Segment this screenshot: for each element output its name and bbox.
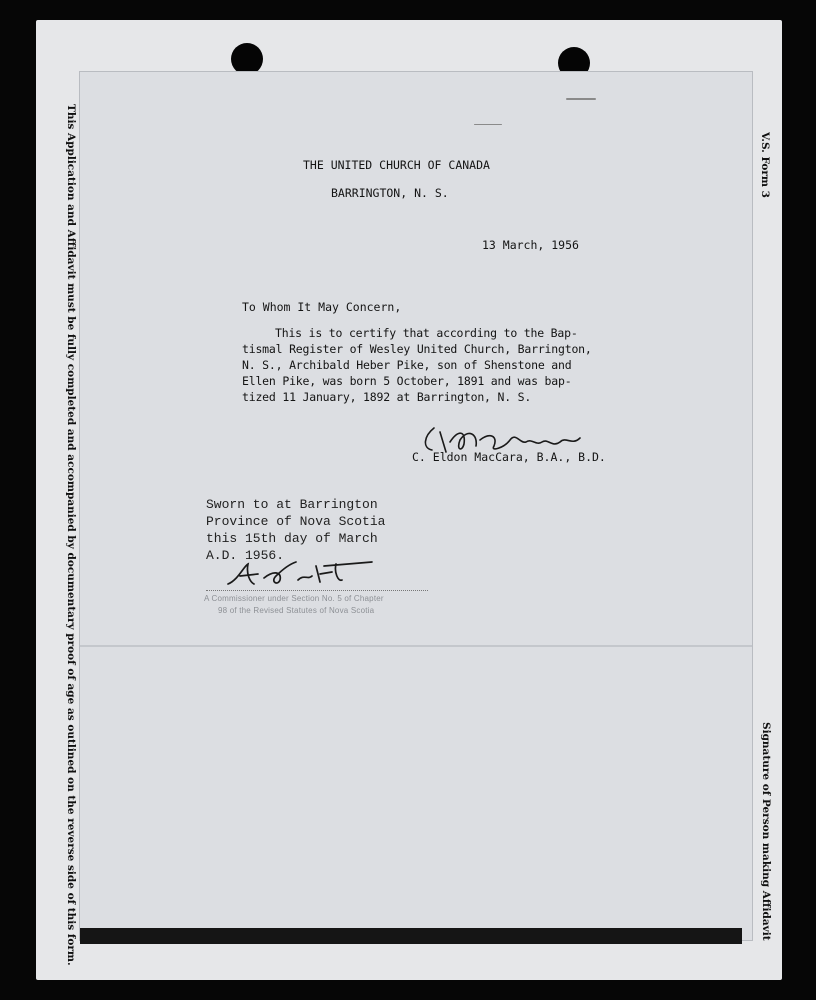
body-line: This is to certify that according to the Bap- <box>275 326 578 340</box>
sworn-line: A.D. 1956. <box>206 548 285 563</box>
signer-name: C. Eldon MacCara, B.A., B.D. <box>412 450 606 464</box>
church-location: BARRINGTON, N. S. <box>331 186 449 200</box>
church-heading: THE UNITED CHURCH OF CANADA <box>303 158 490 172</box>
salutation: To Whom It May Concern, <box>242 300 402 314</box>
sworn-line: Sworn to at Barrington <box>206 497 378 512</box>
body-line: Ellen Pike, was born 5 October, 1891 and was bap- <box>242 374 572 388</box>
paper-mark <box>474 124 502 125</box>
body-line: tized 11 January, 1892 at Barrington, N. S. <box>242 390 532 404</box>
commissioner-caption: 98 of the Revised Statutes of Nova Scotia <box>218 606 375 615</box>
sworn-line: Province of Nova Scotia <box>206 514 386 529</box>
side-instruction: This Application and Affidavit must be fully completed and accompanied by documentary proof of age as outlined on the reverse side of this form. <box>65 104 77 966</box>
certificate-letter <box>80 72 752 940</box>
body-line: tismal Register of Wesley United Church, Barrington, <box>242 342 592 356</box>
sworn-line: this 15th day of March <box>206 531 378 546</box>
page-shadow-edge <box>80 928 742 944</box>
signature-line <box>206 590 428 591</box>
paper-fold <box>80 645 752 647</box>
letter-date: 13 March, 1956 <box>482 238 579 252</box>
paper-mark <box>566 98 596 100</box>
form-number: V.S. Form 3 <box>759 132 771 198</box>
punch-hole-left <box>231 43 263 75</box>
commissioner-signature <box>224 560 374 590</box>
body-line: N. S., Archibald Heber Pike, son of Shenstone and <box>242 358 572 372</box>
commissioner-caption: A Commissioner under Section No. 5 of Chapter <box>204 594 384 603</box>
signature-caption: Signature of Person making Affidavit <box>760 722 772 941</box>
